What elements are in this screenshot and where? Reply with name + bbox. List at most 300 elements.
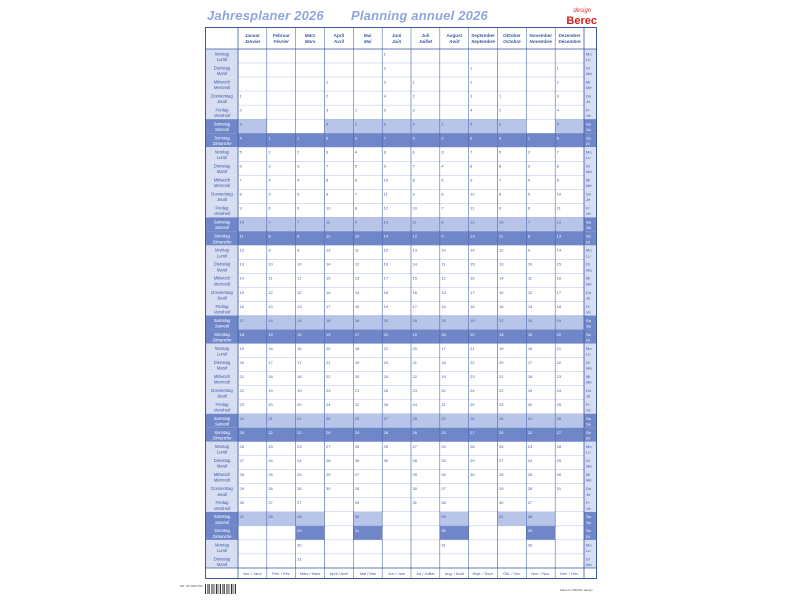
day-number: 24 [556, 387, 562, 393]
day-number: 8 [499, 191, 502, 197]
day-number: 23 [441, 430, 446, 436]
day-cell [440, 105, 469, 119]
day-cell [498, 119, 527, 133]
day-cell [411, 161, 440, 175]
day-number: 19 [499, 345, 504, 351]
day-number: 1 [383, 51, 386, 57]
day-number: 26 [556, 416, 562, 422]
day-number: 11 [470, 205, 475, 211]
day-number: 9 [326, 191, 329, 197]
day-number: 20 [297, 401, 302, 407]
day-cell [325, 63, 354, 77]
day-cell [296, 63, 325, 77]
day-number: 22 [527, 430, 533, 436]
day-number: 22 [441, 416, 446, 422]
day-cell [382, 147, 411, 161]
day-cell [469, 63, 498, 77]
day-number: 24 [268, 458, 273, 464]
day-number: 10 [556, 191, 562, 197]
day-number: 31 [441, 542, 446, 548]
month-header-de: Dezember [558, 33, 581, 38]
day-cell [267, 203, 296, 217]
day-number: 17 [441, 345, 446, 351]
day-cell [469, 175, 498, 189]
weekday-label-de: Mittwoch [213, 177, 231, 183]
day-number: 5 [556, 121, 559, 127]
weekday-short-fr: Ma [586, 561, 592, 567]
day-number: 12 [268, 289, 273, 295]
day-number: 21 [412, 359, 417, 365]
day-cell [238, 161, 267, 175]
day-cell [469, 119, 498, 133]
day-number: 20 [268, 401, 273, 407]
day-number: 13 [556, 233, 562, 239]
day-number: 4 [354, 149, 358, 155]
weekday-short-fr: Ma [586, 365, 592, 371]
day-cell [238, 554, 267, 568]
day-number: 9 [354, 219, 358, 225]
month-header-de: Mai [363, 33, 372, 38]
day-number: 3 [499, 121, 502, 127]
day-number: 16 [239, 303, 244, 309]
day-cell [526, 245, 555, 259]
month-header-fr: Avril [333, 39, 345, 44]
day-number: 7 [556, 149, 559, 155]
day-number: 9 [383, 163, 386, 169]
day-number: 5 [412, 135, 415, 141]
weekday-label-de: Dienstag [213, 163, 231, 169]
day-number: 7 [470, 149, 473, 155]
day-number: 31 [297, 556, 302, 562]
day-number: 12 [297, 289, 302, 295]
day-number: 1 [556, 65, 559, 71]
day-number: 6 [441, 191, 444, 197]
day-number: 24 [383, 373, 389, 379]
day-cell [555, 540, 584, 554]
day-cell [498, 91, 527, 105]
weekday-label-fr: Vendredi [213, 505, 231, 511]
day-cell [440, 49, 469, 63]
day-cell [353, 133, 382, 147]
weekday-short-de: Sa [586, 317, 591, 323]
day-number: 13 [354, 275, 360, 281]
weekday-short-fr: Lu [586, 547, 591, 553]
day-number: 24 [499, 416, 504, 422]
day-number: 16 [354, 317, 360, 323]
weekday-label-fr: Lundi [216, 56, 228, 62]
day-cell [296, 133, 325, 147]
day-number: 3 [354, 135, 358, 141]
day-number: 26 [383, 401, 389, 407]
weekday-label-fr: Samedi [214, 323, 230, 329]
day-number: 7 [527, 219, 531, 225]
day-cell [469, 540, 498, 554]
weekday-short-de: Di [586, 458, 590, 464]
day-number: 7 [326, 163, 329, 169]
month-header-fr: Janvier [244, 39, 261, 44]
weekday-short-fr: Ve [586, 211, 591, 217]
day-number: 28 [297, 514, 302, 520]
month-header-de: September [471, 33, 495, 38]
weekday-label-de: Donnerstag [211, 191, 233, 197]
day-cell [498, 175, 527, 189]
day-number: 26 [412, 430, 417, 436]
day-cell [353, 49, 382, 63]
day-cell [555, 49, 584, 63]
day-number: 6 [499, 163, 502, 169]
weekday-short-de: Mo [586, 345, 592, 351]
day-number: 23 [499, 401, 504, 407]
weekday-short-de: Do [586, 486, 592, 492]
day-cell [498, 77, 527, 91]
weekday-short-de: Fr [586, 401, 590, 407]
day-number: 27 [441, 486, 446, 492]
day-cell [440, 175, 469, 189]
day-number: 24 [239, 416, 244, 422]
day-number: 27 [383, 416, 389, 422]
day-cell [267, 119, 296, 133]
day-cell [411, 512, 440, 526]
day-number: 17 [383, 275, 389, 281]
day-number: 8 [556, 163, 559, 169]
weekday-label-fr: Mercredi [213, 281, 231, 287]
day-number: 25 [326, 416, 331, 422]
month-footer-label: April / Avril [329, 571, 349, 576]
day-cell [353, 77, 382, 91]
day-number: 2 [441, 135, 444, 141]
day-number: 4 [470, 107, 473, 113]
day-cell [498, 147, 527, 161]
weekday-short-de: Sa [586, 121, 591, 127]
day-cell [440, 189, 469, 203]
weekday-label-de: Donnerstag [211, 387, 233, 393]
day-number: 21 [527, 416, 533, 422]
day-number: 9 [239, 205, 242, 211]
day-number: 8 [527, 233, 531, 239]
weekday-short-fr: Di [586, 533, 590, 539]
day-cell [555, 161, 584, 175]
day-number: 7 [354, 191, 358, 197]
day-number: 15 [239, 289, 244, 295]
day-cell [238, 119, 267, 133]
weekday-label-de: Sonntag [214, 331, 230, 337]
day-number: 28 [556, 444, 562, 450]
day-cell [382, 512, 411, 526]
day-number: 8 [354, 205, 358, 211]
day-number: 6 [297, 205, 300, 211]
day-number: 28 [441, 500, 446, 506]
barcode-icon [205, 584, 237, 594]
day-number: 23 [326, 387, 331, 393]
weekday-short-fr: Ve [586, 505, 591, 511]
day-number: 5 [470, 121, 473, 127]
day-cell [526, 77, 555, 91]
day-number: 15 [326, 275, 331, 281]
weekday-short-fr: Sa [586, 421, 591, 427]
weekday-label-fr: Mercredi [213, 84, 231, 90]
day-number: 9 [268, 247, 271, 253]
day-number: 1 [326, 79, 329, 85]
day-number: 19 [268, 387, 273, 393]
day-number: 21 [297, 416, 302, 422]
day-number: 22 [412, 373, 417, 379]
day-number: 16 [297, 345, 302, 351]
weekday-short-fr: Sa [586, 127, 591, 133]
day-number: 6 [354, 177, 358, 183]
day-cell [382, 77, 411, 91]
day-number: 31 [499, 514, 504, 520]
day-number: 11 [268, 275, 273, 281]
day-number: 21 [268, 416, 273, 422]
day-number: 9 [470, 177, 473, 183]
day-number: 15 [383, 247, 389, 253]
day-number: 16 [441, 331, 446, 337]
day-cell [238, 189, 267, 203]
day-number: 12 [556, 219, 562, 225]
weekday-label-fr: Jeudi [216, 99, 228, 105]
day-cell [267, 147, 296, 161]
weekday-short-fr: Sa [586, 225, 591, 231]
weekday-label-de: Samstag [213, 219, 231, 225]
weekday-label-de: Samstag [213, 121, 231, 127]
day-number: 30 [470, 472, 475, 478]
day-number: 9 [499, 205, 502, 211]
month-header-fr: Septembre [471, 39, 495, 44]
day-cell [296, 105, 325, 119]
weekday-label-fr: Samedi [214, 519, 230, 525]
day-number: 29 [297, 528, 302, 534]
day-number: 4 [527, 177, 531, 183]
day-cell [325, 147, 354, 161]
day-cell [325, 161, 354, 175]
day-number: 5 [297, 191, 300, 197]
day-number: 14 [412, 261, 417, 267]
day-number: 22 [268, 430, 273, 436]
day-cell [555, 105, 584, 119]
day-number: 24 [441, 444, 446, 450]
weekday-label-de: Dienstag [213, 65, 231, 71]
day-number: 29 [239, 486, 244, 492]
day-number: 1 [354, 107, 358, 113]
day-number: 19 [412, 331, 417, 337]
day-cell [526, 161, 555, 175]
day-cell [382, 484, 411, 498]
weekday-label-de: Samstag [213, 317, 231, 323]
day-number: 14 [556, 247, 562, 253]
day-number: 2 [499, 107, 502, 113]
day-number: 21 [441, 401, 446, 407]
day-cell [440, 161, 469, 175]
day-cell [498, 554, 527, 568]
day-number: 2 [326, 93, 329, 99]
weekday-short-de: Mo [586, 444, 592, 450]
day-number: 15 [297, 331, 302, 337]
month-header-de: Juni [391, 33, 402, 38]
day-number: 12 [383, 205, 389, 211]
day-cell [296, 245, 325, 259]
day-number: 24 [326, 401, 331, 407]
day-number: 21 [470, 345, 475, 351]
day-number: 25 [239, 430, 244, 436]
day-number: 5 [441, 177, 444, 183]
day-number: 6 [527, 205, 531, 211]
weekday-label-fr: Samedi [214, 421, 230, 427]
day-cell [238, 77, 267, 91]
day-cell [469, 77, 498, 91]
day-cell [382, 498, 411, 512]
day-number: 23 [239, 401, 244, 407]
day-cell [411, 91, 440, 105]
day-cell [296, 119, 325, 133]
day-cell [267, 554, 296, 568]
day-number: 20 [326, 345, 331, 351]
day-number: 23 [354, 416, 360, 422]
day-number: 10 [383, 177, 389, 183]
day-cell [526, 203, 555, 217]
day-number: 19 [383, 303, 389, 309]
day-number: 8 [412, 177, 415, 183]
day-number: 15 [441, 317, 446, 323]
day-number: 8 [326, 177, 329, 183]
weekday-label-fr: Samedi [214, 127, 230, 133]
day-number: 11 [297, 275, 302, 281]
day-number: 18 [412, 317, 417, 323]
month-header-fr: Novembre [529, 39, 552, 44]
day-cell [469, 526, 498, 540]
weekday-short-fr: Me [586, 281, 592, 287]
day-number: 22 [383, 345, 389, 351]
day-number: 28 [383, 430, 389, 436]
day-number: 27 [556, 430, 562, 436]
day-cell [325, 49, 354, 63]
day-number: 26 [239, 444, 244, 450]
day-number: 5 [527, 191, 531, 197]
weekday-short-fr: Ma [586, 463, 592, 469]
day-number: 25 [383, 387, 389, 393]
day-number: 9 [441, 233, 444, 239]
day-number: 14 [239, 275, 244, 281]
day-number: 30 [499, 500, 504, 506]
day-number: 25 [354, 444, 360, 450]
day-cell [440, 203, 469, 217]
day-cell [411, 49, 440, 63]
weekday-short-fr: Ma [586, 70, 592, 76]
day-number: 10 [354, 233, 360, 239]
weekday-short-de: Sa [586, 219, 591, 225]
day-number: 23 [268, 444, 273, 450]
day-cell [440, 91, 469, 105]
day-number: 3 [470, 93, 473, 99]
day-number: 10 [499, 219, 504, 225]
weekday-label-de: Montag [215, 51, 229, 57]
title-german: Jahresplaner 2026 [207, 8, 324, 23]
day-cell [469, 91, 498, 105]
day-number: 26 [354, 458, 360, 464]
day-number: 11 [239, 233, 244, 239]
day-number: 4 [556, 107, 559, 113]
day-number: 4 [412, 121, 415, 127]
day-cell [353, 105, 382, 119]
weekday-short-fr: Lu [586, 56, 591, 62]
weekday-label-fr: Vendredi [213, 407, 231, 413]
day-cell [353, 161, 382, 175]
month-header-de: November [529, 33, 552, 38]
day-number: 13 [527, 303, 533, 309]
day-number: 21 [326, 359, 331, 365]
weekday-short-fr: Je [586, 295, 591, 301]
day-number: 16 [412, 289, 417, 295]
day-number: 6 [470, 135, 473, 141]
day-cell [555, 526, 584, 540]
day-cell [555, 147, 584, 161]
day-number: 14 [354, 289, 360, 295]
weekday-short-fr: Sa [586, 323, 591, 329]
wall-planner-poster [205, 6, 597, 581]
weekday-short-fr: Lu [586, 253, 591, 259]
day-cell [353, 91, 382, 105]
month-footer-label: Feb. / Fév. [272, 571, 291, 576]
weekday-label-de: Samstag [213, 416, 231, 422]
day-number: 12 [499, 247, 504, 253]
day-number: 3 [297, 163, 300, 169]
day-cell [411, 133, 440, 147]
weekday-label-de: Donnerstag [211, 486, 233, 492]
day-number: 11 [354, 247, 359, 253]
day-number: 19 [441, 373, 446, 379]
day-number: 10 [441, 247, 446, 253]
weekday-short-fr: Lu [586, 449, 591, 455]
day-number: 6 [268, 205, 271, 211]
day-number: 30 [239, 500, 244, 506]
weekday-label-de: Mittwoch [213, 79, 231, 85]
day-cell [411, 105, 440, 119]
day-number: 2 [354, 121, 358, 127]
day-cell [555, 498, 584, 512]
weekday-label-de: Dienstag [213, 359, 231, 365]
weekday-short-fr: Di [586, 141, 590, 147]
day-number: 2 [412, 93, 415, 99]
month-header-de: Februar [272, 33, 290, 38]
day-cell [469, 161, 498, 175]
day-number: 22 [499, 387, 504, 393]
day-number: 2 [470, 79, 473, 85]
day-number: 23 [470, 373, 475, 379]
footer-note: Made for BEREC design [560, 588, 593, 592]
day-number: 25 [412, 416, 417, 422]
month-footer-label: März / Mars [299, 571, 321, 576]
day-cell [325, 77, 354, 91]
day-number: 19 [354, 359, 360, 365]
day-number: 18 [239, 331, 244, 337]
day-cell [296, 175, 325, 189]
day-number: 6 [383, 121, 386, 127]
weekday-label-de: Montag [215, 345, 229, 351]
day-number: 5 [383, 107, 386, 113]
weekday-short-de: So [586, 233, 591, 239]
weekday-short-de: Sa [586, 514, 591, 520]
day-cell [440, 231, 469, 245]
day-cell [238, 49, 267, 63]
day-number: 7 [412, 163, 415, 169]
day-cell [498, 161, 527, 175]
day-number: 14 [441, 303, 446, 309]
day-cell [555, 119, 584, 133]
day-cell [526, 231, 555, 245]
day-number: 15 [268, 331, 273, 337]
weekday-short-de: Di [586, 261, 590, 267]
day-cell [267, 175, 296, 189]
day-number: 17 [297, 359, 302, 365]
